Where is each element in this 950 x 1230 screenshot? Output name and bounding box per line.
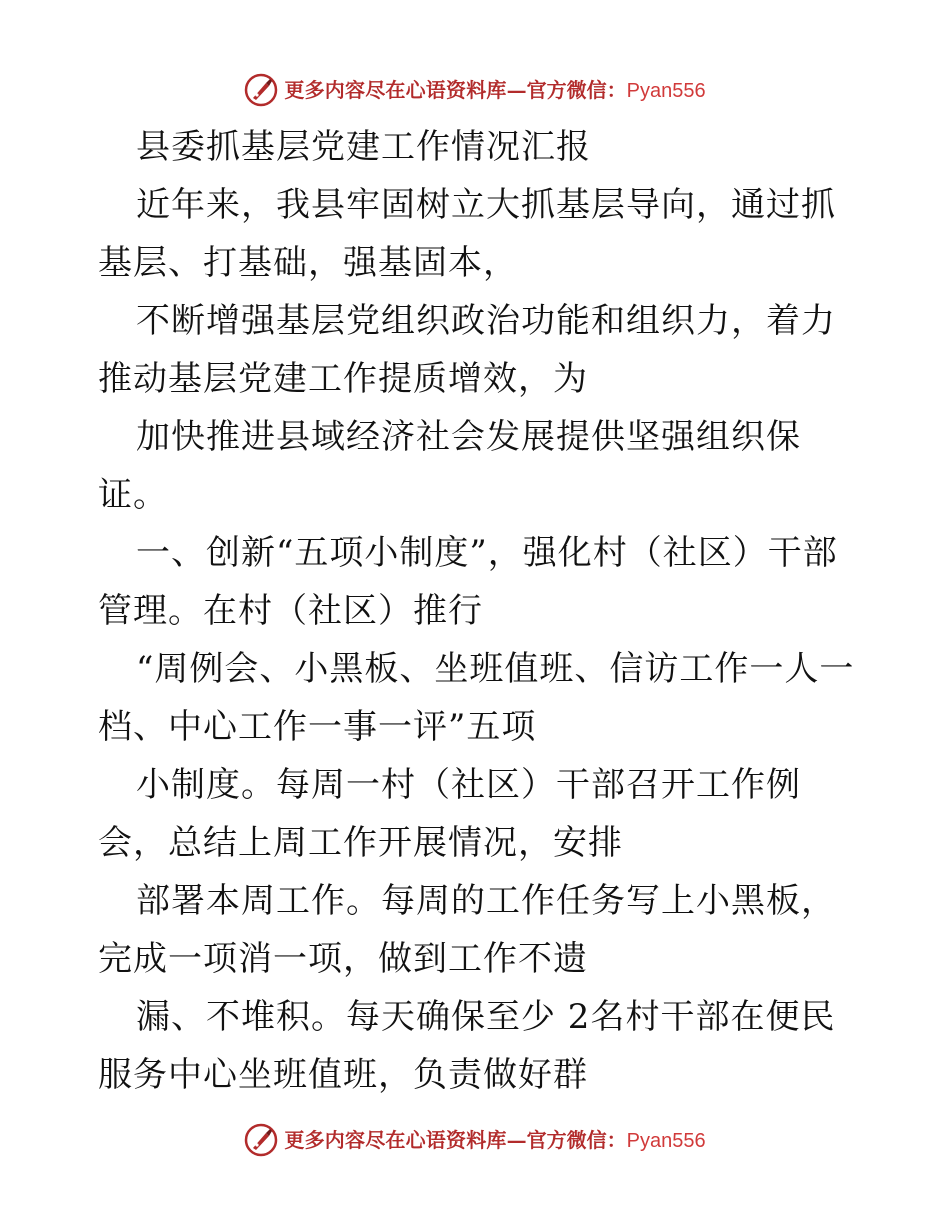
paragraph: 一、创新“五项小制度”，强化村（社区）干部管理。在村（社区）推行 <box>98 533 838 631</box>
paragraph: 近年来，我县牢固树立大抓基层导向，通过抓基层、打基础，强基固本， <box>98 185 836 283</box>
watermark-wechat-label: 官方微信： <box>526 77 627 102</box>
paragraph: 小制度。每周一村（社区）干部召开工作例会，总结上周工作开展情况，安排 <box>98 765 801 863</box>
paragraph: “周例会、小黑板、坐班值班、信访工作一人一档、中心工作一事一评”五项 <box>98 649 855 747</box>
watermark-separator: — <box>506 77 527 102</box>
watermark-brand: 更多内容尽在心语资料库 <box>284 1127 507 1152</box>
pen-nib-logo-icon <box>244 73 278 107</box>
watermark-wechat-label: 官方微信： <box>526 1127 627 1152</box>
watermark-separator: — <box>506 1127 527 1152</box>
paragraph: 部署本周工作。每周的工作任务写上小黑板，完成一项消一项，做到工作不遗 <box>98 881 836 979</box>
watermark-text <box>284 77 706 102</box>
watermark-wechat-id: Pyan556 <box>626 1129 706 1152</box>
document-title: 县委抓基层党建工作情况汇报 <box>136 127 591 167</box>
paragraph: 不断增强基层党组织政治功能和组织力，着力推动基层党建工作提质增效，为 <box>98 301 836 399</box>
paragraph: 加快推进县域经济社会发展提供坚强组织保证。 <box>98 417 801 515</box>
header-watermark <box>0 72 950 108</box>
watermark-text <box>284 1127 706 1152</box>
watermark-brand: 更多内容尽在心语资料库 <box>284 77 507 102</box>
watermark-wechat-id: Pyan556 <box>626 79 706 102</box>
pen-nib-logo-icon <box>244 1123 278 1157</box>
document-body <box>98 118 868 1104</box>
footer-watermark <box>0 1122 950 1158</box>
paragraph: 漏、不堆积。每天确保至少 2名村干部在便民服务中心坐班值班，负责做好群 <box>98 997 836 1095</box>
